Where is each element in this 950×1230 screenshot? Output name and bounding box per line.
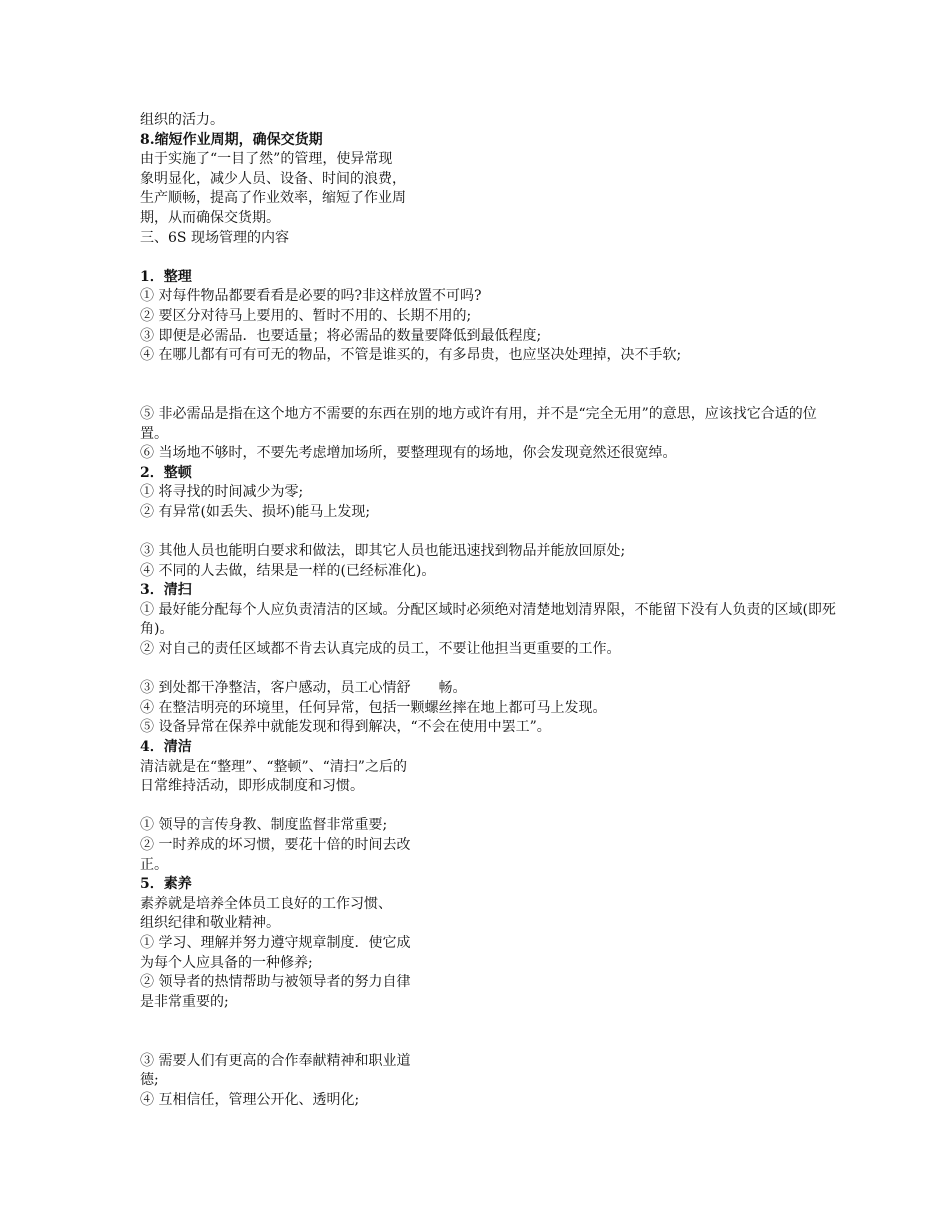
heading-zhengdun: 2．整顿 [140, 464, 192, 481]
list-item: ① 最好能分配每个人应负责清洁的区域。分配区域时必须绝对清楚地划清界限，不能留下没有人负责的区域(即死角)。 [140, 601, 836, 638]
list-item-cont: 为每个人应具备的一种修养; [140, 954, 313, 971]
heading-qingjie: 4．清洁 [140, 739, 192, 755]
heading-8: 8.缩短作业周期，确保交货期 [140, 131, 323, 148]
document-body [140, 111, 840, 1110]
list-item: ④ 互相信任，管理公开化、透明化; [140, 1091, 360, 1108]
list-item: ④ 在整洁明亮的环境里，任何异常，包括一颗螺丝摔在地上都可马上发现。 [140, 699, 607, 716]
list-item: ③ 需要人们有更高的合作奉献精神和职业道 [140, 1052, 411, 1069]
text-line: 清洁就是在“整理”、“整顿”、“清扫”之后的 [140, 758, 407, 775]
text-line: 素养就是培养全体员工良好的工作习惯、 [140, 895, 392, 912]
text-line: 由于实施了“一目了然”的管理，使异常现 [140, 151, 393, 168]
section-heading: 三、6S 现场管理的内容 [140, 229, 289, 246]
list-item: ⑤ 非必需品是指在这个地方不需要的东西在别的地方或许有用，并不是“完全无用”的意思，应该找它合适的位置。 [140, 405, 817, 442]
list-item-cont: 正。 [140, 856, 168, 873]
text-line: 象明显化，减少人员、设备、时间的浪费， [140, 170, 406, 187]
list-item: ① 领导的言传身教、制度监督非常重要; [140, 817, 388, 834]
list-item: ① 学习、理解并努力遵守规章制度．使它成 [140, 934, 411, 951]
text-line: 日常维持活动，即形成制度和习惯。 [140, 778, 364, 795]
spacer [140, 522, 840, 542]
list-item: ④ 不同的人去做，结果是一样的(已经标准化)。 [140, 562, 436, 579]
text-line: 组织纪律和敬业精神。 [140, 915, 280, 932]
spacer [140, 660, 840, 680]
list-item: ⑥ 当场地不够时，不要先考虑增加场所，要整理现有的场地，你会发现竟然还很宽绰。 [140, 445, 677, 462]
text-line: 生产顺畅，提高了作业效率，缩短了作业周 [140, 190, 406, 207]
text-line: 组织的活力。 [140, 112, 224, 128]
heading-qingsao: 3．清扫 [140, 582, 192, 599]
heading-suyang: 5．素养 [140, 876, 192, 893]
list-item: ② 有异常(如丢失、损坏)能马上发现; [140, 503, 371, 520]
list-item: ② 要区分对待马上要用的、暂时不用的、长期不用的; [140, 307, 472, 324]
list-item: ③ 即便是必需品．也要适量；将必需品的数量要降低到最低程度; [140, 327, 542, 344]
spacer [140, 1012, 840, 1051]
spacer [140, 797, 840, 817]
list-item: ② 对自己的责任区域都不肯去认真完成的员工，不要让他担当更重要的工作。 [140, 641, 621, 658]
list-item: ① 将寻找的时间减少为零; [140, 484, 304, 501]
list-item: ② 领导者的热情帮助与被领导者的努力自律 [140, 974, 411, 991]
list-item: ④ 在哪儿都有可有可无的物品，不管是谁买的，有多昂贵，也应坚决处理掉，决不手软; [140, 347, 682, 364]
list-item: ③ 其他人员也能明白要求和做法，即其它人员也能迅速找到物品并能放回原处; [140, 543, 626, 560]
list-item: ⑤ 设备异常在保养中就能发现和得到解决，“不会在使用中罢工”。 [140, 719, 551, 736]
heading-zhengli: 1．整理 [140, 268, 192, 285]
list-item: ② 一时养成的坏习惯，要花十倍的时间去改 [140, 836, 411, 853]
spacer [140, 248, 840, 268]
text-line: 期，从而确保交货期。 [140, 209, 280, 226]
list-item: ① 对每件物品都要看看是必要的吗?非这样放置不可吗? [140, 288, 482, 305]
list-item-cont: 是非常重要的; [140, 993, 229, 1010]
spacer [140, 366, 840, 405]
list-item: ③ 到处都干净整洁，客户感动，员工心情舒 畅。 [140, 680, 467, 697]
list-item-cont: 德; [140, 1072, 159, 1089]
